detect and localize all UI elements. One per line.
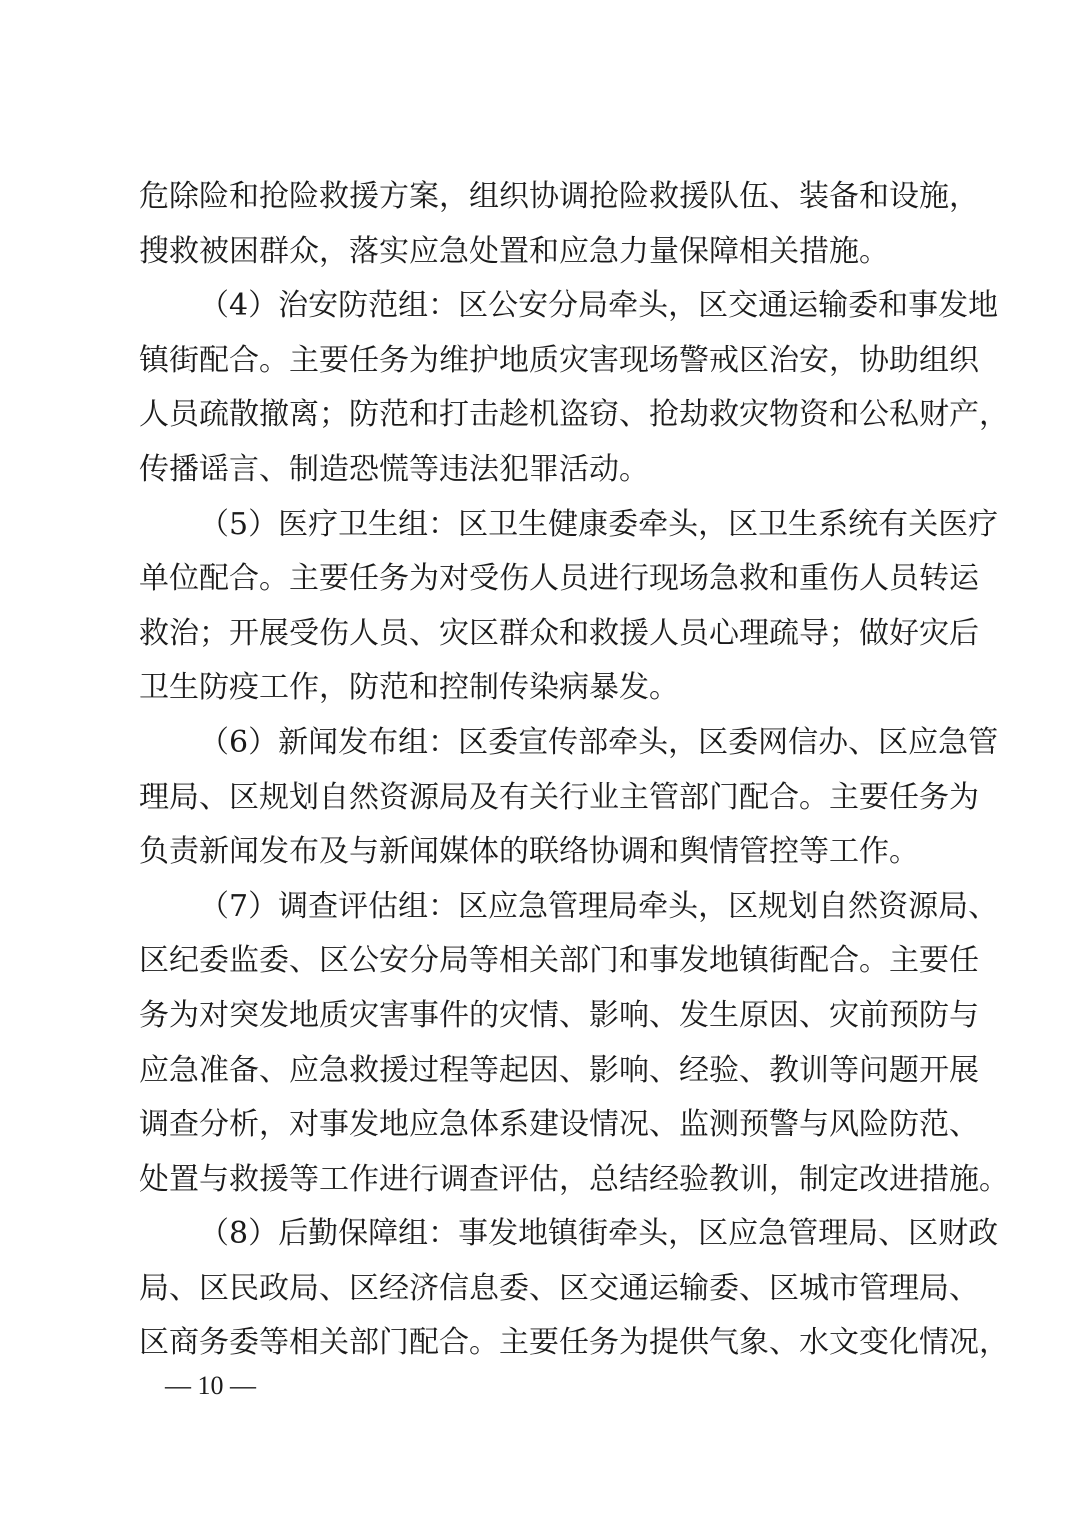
text-line: 务为对突发地质灾害事件的灾情、影响、发生原因、灾前预防与: [139, 997, 979, 1033]
text-line: 单位配合。主要任务为对受伤人员进行现场急救和重伤人员转运: [139, 561, 979, 597]
text-line: 应急准备、应急救援过程等起因、影响、经验、教训等问题开展: [139, 1052, 979, 1088]
paragraph: [139, 279, 1009, 497]
text-line: 负责新闻发布及与新闻媒体的联络协调和舆情管控等工作。: [139, 834, 919, 870]
text-line: 搜救被困群众，落实应急处置和应急力量保障相关措施。: [139, 233, 889, 269]
text-line: 镇街配合。主要任务为维护地质灾害现场警戒区治安，协助组织: [139, 342, 979, 378]
paragraph: [139, 880, 1009, 1208]
paragraph: [139, 170, 979, 279]
text-line: 传播谣言、制造恐慌等违法犯罪活动。: [139, 451, 649, 487]
body-text: [139, 170, 1009, 1371]
text-line: 处置与救援等工作进行调查评估，总结经验教训，制定改进措施。: [139, 1161, 1009, 1197]
text-line: 救治；开展受伤人员、灾区群众和救援人员心理疏导；做好灾后: [139, 615, 979, 651]
text-line: 调查分析，对事发地应急体系建设情况、监测预警与风险防范、: [139, 1107, 979, 1143]
text-line: 卫生防疫工作，防范和控制传染病暴发。: [139, 670, 679, 706]
text-line: 危除险和抢险救援方案，组织协调抢险救援队伍、装备和设施，: [139, 179, 979, 214]
text-line: 理局、区规划自然资源局及有关行业主管部门配合。主要任务为: [139, 779, 979, 815]
page-number: — 10 —: [165, 1371, 256, 1400]
text-line: 局、区民政局、区经济信息委、区交通运输委、区城市管理局、: [139, 1270, 979, 1306]
paragraph: [139, 1207, 1009, 1371]
text-line: 区商务委等相关部门配合。主要任务为提供气象、水文变化情况，: [139, 1325, 1009, 1361]
text-line: （6）新闻发布组：区委宣传部牵头，区委网信办、区应急管: [199, 724, 999, 760]
text-line: （5）医疗卫生组：区卫生健康委牵头，区卫生系统有关医疗: [199, 506, 999, 542]
text-line: 人员疏散撤离；防范和打击趁机盗窃、抢劫救灾物资和公私财产，: [139, 397, 1009, 433]
paragraph: [139, 716, 999, 880]
text-line: （4）治安防范组：区公安分局牵头，区交通运输委和事发地: [199, 288, 999, 324]
text-line: 区纪委监委、区公安分局等相关部门和事发地镇街配合。主要任: [139, 943, 979, 979]
paragraph: [139, 498, 999, 716]
text-line: （7）调查评估组：区应急管理局牵头，区规划自然资源局、: [199, 888, 999, 924]
text-line: （8）后勤保障组：事发地镇街牵头，区应急管理局、区财政: [199, 1216, 999, 1252]
